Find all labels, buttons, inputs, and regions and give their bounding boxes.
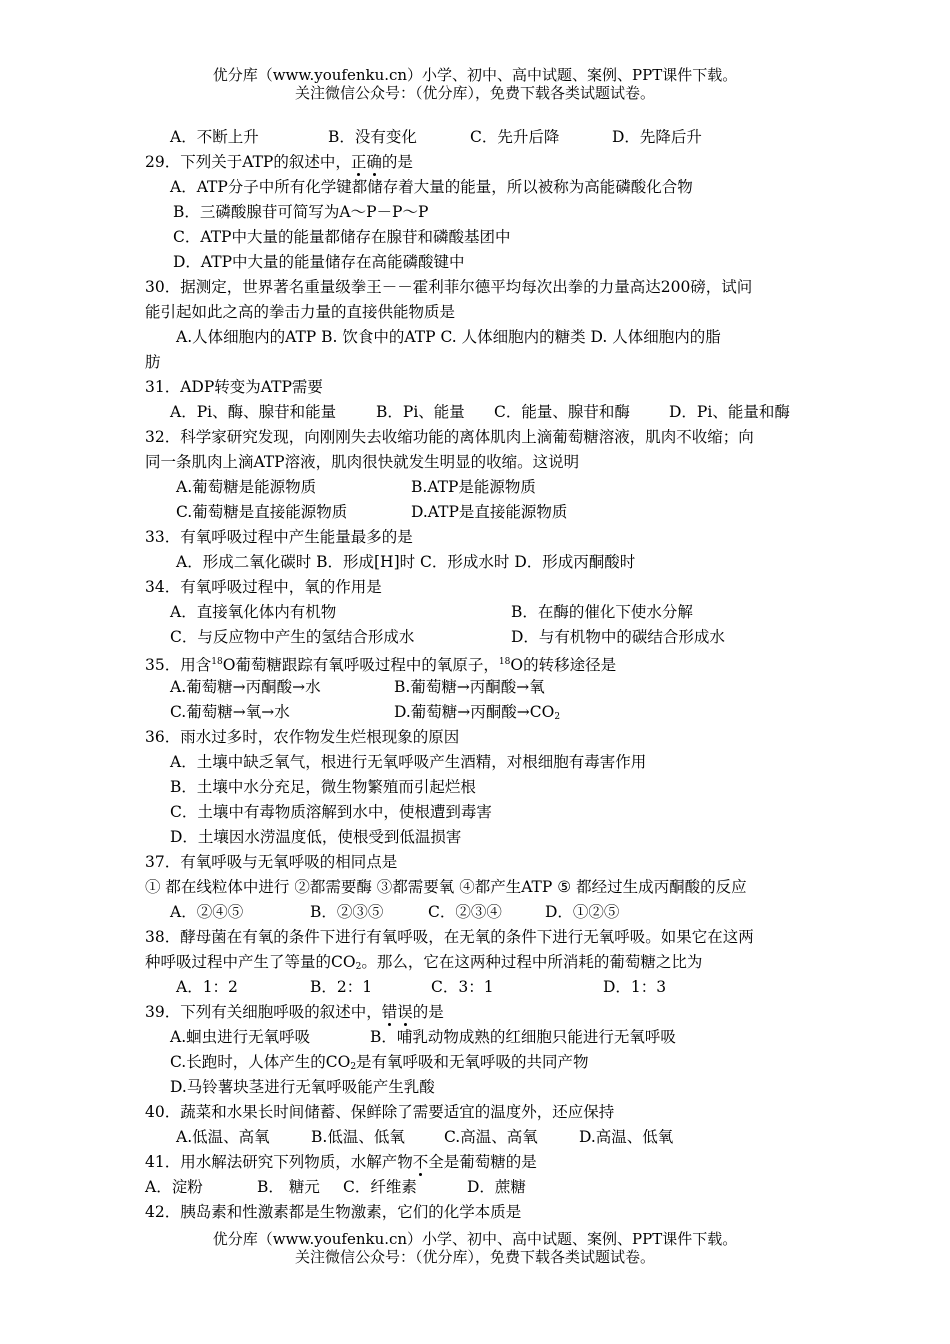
q28-option-c: C．先升后降 xyxy=(470,128,560,146)
header-line-2: 关注微信公众号：（优分库），免费下载各类试题试卷。 xyxy=(294,84,655,102)
q41-option-a: A．淀粉 xyxy=(145,1178,203,1196)
q36-option-a: A．土壤中缺乏氧气，根进行无氧呼吸产生酒精，对根细胞有毒害作用 xyxy=(170,753,647,771)
q31-option-a: A．Pi、酶、腺苷和能量 xyxy=(170,403,337,421)
q40-option-c: C.高温、高氧 xyxy=(444,1128,538,1146)
footer-line-1: 优分库（www.youfenku.cn）小学、初中、高中试题、案例、PPT课件下载。 xyxy=(212,1230,738,1248)
q28-option-a: A．不断上升 xyxy=(170,128,259,146)
q29-option-c: C．ATP中大量的能量都储存在腺苷和磷酸基团中 xyxy=(173,228,511,246)
q34-option-d: D．与有机物中的碳结合形成水 xyxy=(511,628,725,646)
q29-option-b: B．三磷酸腺苷可简写为A～P－P～P xyxy=(173,203,429,221)
q31-stem: 31．ADP转变为ATP需要 xyxy=(145,378,323,396)
q36-stem: 36．雨水过多时，农作物发生烂根现象的原因 xyxy=(145,728,460,746)
q28-option-b: B．没有变化 xyxy=(328,128,417,146)
q31-option-c: C．能量、腺苷和酶 xyxy=(494,403,630,421)
q36-option-b: B．土壤中水分充足，微生物繁殖而引起烂根 xyxy=(170,778,476,796)
page-header xyxy=(0,66,950,102)
q40-option-a: A.低温、高氧 xyxy=(176,1128,270,1146)
q38-option-b: B．2：1 xyxy=(310,978,373,996)
q37-option-b: B．②③⑤ xyxy=(310,903,384,921)
q37-option-d: D．①②⑤ xyxy=(545,903,620,921)
q34-option-b: B．在酶的催化下使水分解 xyxy=(511,603,693,621)
q34-option-c: C．与反应物中产生的氢结合形成水 xyxy=(170,628,415,646)
q40-option-d: D.高温、低氧 xyxy=(579,1128,674,1146)
emphasis-mark: 错 xyxy=(381,1003,398,1021)
q41-stem: 41．用水解法研究下列物质，水解产物不全是葡萄糖的是 xyxy=(145,1153,537,1171)
q39-stem: 39．下列有关细胞呼吸的叙述中，错误的是 xyxy=(145,1003,444,1021)
q32-option-c: C.葡萄糖是直接能源物质 xyxy=(176,503,348,521)
q32-option-d: D.ATP是直接能源物质 xyxy=(411,503,568,521)
q34-stem: 34．有氧呼吸过程中，氧的作用是 xyxy=(145,578,382,596)
q30-options: A.人体细胞内的ATP B. 饮食中的ATP C. 人体细胞内的糖类 D. 人体细胞内的脂 xyxy=(176,328,721,346)
q40-stem: 40．蔬菜和水果长时间储蓄、保鲜除了需要适宜的温度外，还应保持 xyxy=(145,1103,615,1121)
q32-option-b: B.ATP是能源物质 xyxy=(411,478,536,496)
q38-stem-line-1: 38．酵母菌在有氧的条件下进行有氧呼吸，在无氧的条件下进行无氧呼吸。如果它在这两 xyxy=(145,928,754,946)
q32-stem-line-2: 同一条肌肉上滴ATP溶液，肌肉很快就发生明显的收缩。这说明 xyxy=(145,453,580,471)
emphasis-mark: 正 xyxy=(350,153,367,171)
q29-option-d: D．ATP中大量的能量储存在高能磷酸键中 xyxy=(173,253,465,271)
q40-option-b: B.低温、低氧 xyxy=(311,1128,405,1146)
q35-option-d: D.葡萄糖→丙酮酸$\to CO_2$ xyxy=(394,703,561,722)
page-footer xyxy=(0,1230,950,1266)
q33-stem: 33．有氧呼吸过程中产生能量最多的是 xyxy=(145,528,413,546)
q42-stem: 42．胰岛素和性激素都是生物激素，它们的化学本质是 xyxy=(145,1203,522,1221)
q29-stem: 29．下列关于ATP的叙述中，正确的是 xyxy=(145,153,413,171)
q29-option-a: A．ATP分子中所有化学键都储存着大量的能量，所以被称为高能磷酸化合物 xyxy=(170,178,693,196)
q39-option-b: B．哺乳动物成熟的红细胞只能进行无氧呼吸 xyxy=(370,1028,676,1046)
q41-option-c: C．纤维素 xyxy=(343,1178,417,1196)
emphasis-mark: 不 xyxy=(412,1153,429,1171)
emphasis-mark: 误 xyxy=(397,1003,413,1021)
q37-option-c: C．②③④ xyxy=(428,903,502,921)
q30-stem-line-2: 能引起如此之高的拳击力量的直接供能物质是 xyxy=(145,303,456,321)
q41-option-d: D．蔗糖 xyxy=(467,1178,526,1196)
q35-option-a: A.葡萄糖→丙酮酸→水 xyxy=(170,678,321,696)
q31-option-b: B．Pi、能量 xyxy=(376,403,465,421)
header-line-1: 优分库（www.youfenku.cn）小学、初中、高中试题、案例、PPT课件下载。 xyxy=(212,66,738,84)
q35-option-c: C.葡萄糖→氧→水 xyxy=(170,703,290,721)
q32-option-a: A.葡萄糖是能源物质 xyxy=(176,478,317,496)
q35-stem: 35．用含$^{18}$O葡萄糖跟踪有氧呼吸过程中的氧原子，$^{18}$O的转移途径是 xyxy=(145,656,617,674)
q33-options: A．形成二氧化碳时 B．形成[H]时 C．形成水时 D．形成丙酮酸时 xyxy=(176,553,636,571)
q37-stem: 37．有氧呼吸与无氧呼吸的相同点是 xyxy=(145,853,398,871)
q36-option-d: D．土壤因水涝温度低，使根受到低温损害 xyxy=(170,828,462,846)
emphasis-mark: 确 xyxy=(366,153,382,171)
q38-option-d: D．1：3 xyxy=(603,978,667,996)
q31-option-d: D．Pi、能量和酶 xyxy=(669,403,790,421)
q39-option-a: A.蛔虫进行无氧呼吸 xyxy=(170,1028,311,1046)
q30-options-cont: 肪 xyxy=(145,353,161,371)
q35-option-b: B.葡萄糖→丙酮酸→氧 xyxy=(394,678,545,696)
q38-stem-line-2: 种呼吸过程中产生了等量的$CO_2$。那么，它在这两种过程中所消耗的葡萄糖之比为 xyxy=(145,953,703,972)
q38-option-a: A．1：2 xyxy=(176,978,238,996)
q30-stem-line-1: 30．据测定，世界著名重量级拳王－－霍利菲尔德平均每次出拳的力量高达200磅，试问 xyxy=(145,278,753,296)
q32-stem-line-1: 32．科学家研究发现，向刚刚失去收缩功能的离体肌肉上滴葡萄糖溶液，肌肉不收缩；向 xyxy=(145,428,754,446)
q39-option-d: D.马铃薯块茎进行无氧呼吸能产生乳酸 xyxy=(170,1078,435,1096)
q37-option-a: A．②④⑤ xyxy=(170,903,244,921)
q34-option-a: A．直接氧化体内有机物 xyxy=(170,603,337,621)
q38-option-c: C．3：1 xyxy=(431,978,494,996)
q28-option-d: D．先降后升 xyxy=(612,128,702,146)
q39-option-c: C.长跑时，人体产生的$CO_2$是有氧呼吸和无氧呼吸的共同产物 xyxy=(170,1053,589,1072)
q37-statements: ① 都在线粒体中进行 ②都需要酶 ③都需要氧 ④都产生ATP ⑤ 都经过生成丙酮酸的反应 xyxy=(145,878,747,896)
footer-line-2: 关注微信公众号：（优分库），免费下载各类试题试卷。 xyxy=(294,1248,655,1266)
q36-option-c: C．土壤中有毒物质溶解到水中，使根遭到毒害 xyxy=(170,803,492,821)
q41-option-b: B． 糖元 xyxy=(257,1178,320,1196)
